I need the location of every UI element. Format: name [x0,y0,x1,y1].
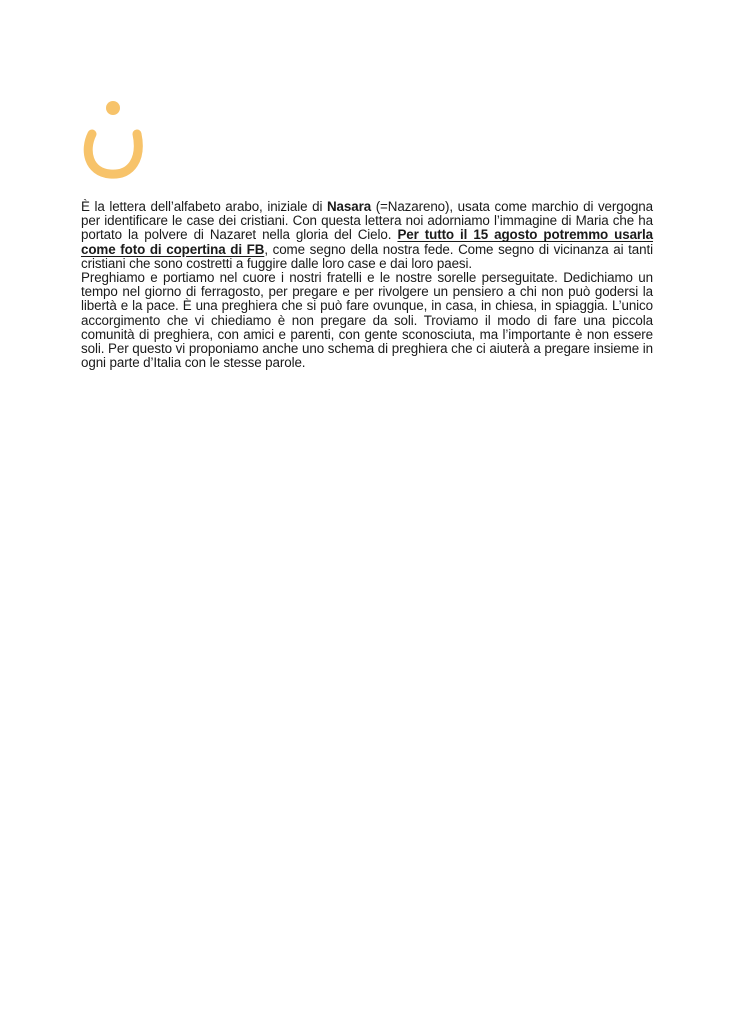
intro-text-1: È la lettera dell’alfabeto arabo, iniziale di [81,199,327,214]
body-text [81,200,653,370]
nun-logo [80,96,148,180]
intro-text-3: , come segno della nostra fede. Come segno di vicinanza ai tanti cristiani che sono costretti a fuggire dalle loro case e dai loro paesi. [81,241,653,271]
facebook-cover-highlight: Per tutto il 15 agosto potremmo usarla come foto di copertina di FB [81,227,654,257]
nun-bowl [88,134,138,174]
paragraph-prayer: Preghiamo e portiamo nel cuore i nostri fratelli e le nostre sorelle perseguitate. Dedichiamo un tempo nel giorno di ferragosto, per pregare e per rivolgere un pensiero a chi non può godersi la libertà e la pace. È una preghiera che si può fare ovunque, in casa, in chiesa, in spiaggia. L’unico accorgimento che vi chiediamo è non pregare da soli. Troviamo il modo di fare una piccola comunità di preghiera, con amici e parenti, con gente sconosciuta, ma l’importante è non essere soli. Per questo vi proponiamo anche uno schema di preghiera che ci aiuterà a pregare insieme in ogni parte d’Italia con le stesse parole. [81,270,653,371]
nun-dot [106,101,120,115]
nasara-term: Nasara [326,199,372,214]
arabic-nun-icon [80,96,148,180]
intro-text-2: (=Nazareno), usata come marchio di vergogna per identificare le case dei cristiani. Con questa lettera noi adorniamo l’immagine di Maria che ha portato la polvere di Nazaret nella gloria del Cielo. [81,199,653,243]
paragraph-intro [81,200,653,271]
